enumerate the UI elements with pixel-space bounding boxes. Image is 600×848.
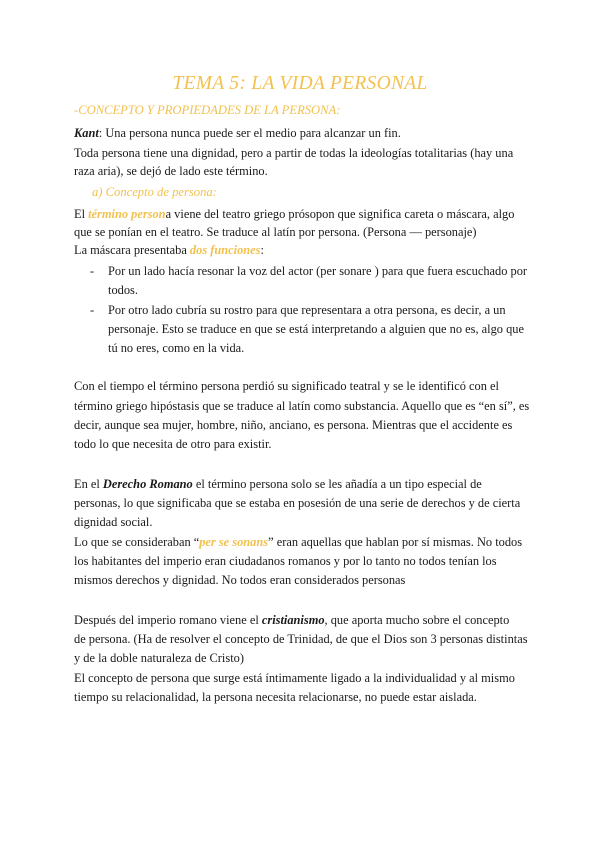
bullet-2-line-2: personaje. Esto se traduce en que se está interpretando a alguien que no es, algo que: [108, 322, 524, 336]
bullet-2-line-1: Por otro lado cubría su rostro para que representara a otra persona, es decir, a un: [108, 303, 506, 317]
p4-line-1: [74, 612, 509, 628]
p3-line-1: [74, 476, 482, 492]
document-title: TEMA 5: LA VIDA PERSONAL: [172, 73, 428, 94]
p3-l4-post: ” eran aquellas que hablan por sí mismas. No todos: [268, 535, 523, 549]
kant-text: : Una persona nunca puede ser el medio para alcanzar un fin.: [98, 126, 401, 140]
term-dos-funciones: dos funciones: [189, 243, 261, 257]
bullet-1-line-1: Por un lado hacía resonar la voz del actor (per sonare ) para que fuera escuchado por: [108, 264, 528, 278]
p4-line-5: tiempo su relacionalidad, la persona necesita relacionarse, no puede estar aislada.: [74, 690, 477, 704]
term-derecho-romano: Derecho Romano: [102, 477, 193, 491]
p3-line-6: mismos derechos y dignidad. No todos eran considerados personas: [74, 573, 406, 587]
kant-name: Kant: [74, 126, 99, 140]
term-persona: término person: [88, 207, 166, 221]
p1-line-2: que se ponían en el teatro. Se traduce al latín por persona. (Persona — personaje): [74, 225, 477, 239]
section-a-heading: a) Concepto de persona:: [92, 185, 217, 199]
p3-l1-pre: En el: [74, 477, 103, 491]
bullet-1-line-2: todos.: [108, 283, 138, 297]
p4-l1-pre: Después del imperio romano viene el: [74, 613, 262, 627]
p2-line-1: Con el tiempo el término persona perdió su significado teatral y se le identificó con el: [74, 379, 499, 393]
bullet-dash-1: -: [90, 264, 95, 278]
p3-l4-pre: Lo que se consideraban “: [74, 535, 200, 549]
p4-l1-post: , que aporta mucho sobre el concepto: [324, 613, 510, 627]
p4-line-2: de persona. (Ha de resolver el concepto de Trinidad, de que el Dios son 3 personas distintas: [74, 632, 528, 646]
p4-line-3: y de la doble naturaleza de Cristo): [74, 651, 244, 665]
p1-line-1: [74, 206, 514, 222]
p3-line-5: los habitantes del imperio eran ciudadanos romanos y por lo tanto no todos tenían los: [74, 554, 497, 568]
p4-line-4: El concepto de persona que surge está íntimamente ligado a la individualidad y al mismo: [74, 671, 515, 685]
p3-line-3: dignidad social.: [74, 515, 153, 529]
bullet-dash-2: -: [90, 303, 95, 317]
section-subtitle: -CONCEPTO Y PROPIEDADES DE LA PERSONA:: [74, 103, 341, 117]
p1-line-3: [74, 242, 264, 258]
p1-l1-post: a viene del teatro griego prósopon que significa careta o máscara, algo: [165, 207, 515, 221]
term-cristianismo: cristianismo: [261, 613, 325, 627]
intro-line-2: raza aria), se dejó de lado este término.: [74, 164, 268, 178]
p3-line-4: [74, 534, 522, 550]
p2-line-3: decir, aunque sea mujer, hombre, niño, anciano, es persona. Mientras que el accidente es: [74, 418, 513, 432]
p2-line-2: término griego hipóstasis que se traduce al latín como substancia. Aquello que es “en sí”, es: [74, 399, 530, 413]
p1-l3-pre: La máscara presentaba: [74, 243, 190, 257]
bullet-2-line-3: tú no eres, como en la vida.: [108, 341, 245, 355]
p3-line-2: personas, lo que significaba que se estaba en posesión de una serie de derechos y de cierta: [74, 496, 521, 510]
kant-line: [74, 125, 401, 141]
p2-line-4: todo lo que necesita de otro para existir.: [74, 437, 272, 451]
intro-line-1: Toda persona tiene una dignidad, pero a partir de todas la ideologías totalitarias (hay una: [74, 146, 514, 160]
p1-l1-pre: El: [74, 207, 89, 221]
p3-l1-post: el término persona solo se les añadía a un tipo especial de: [192, 477, 482, 491]
term-per-se-sonans: per se sonans: [199, 535, 269, 549]
p1-l3-post: :: [260, 243, 264, 257]
